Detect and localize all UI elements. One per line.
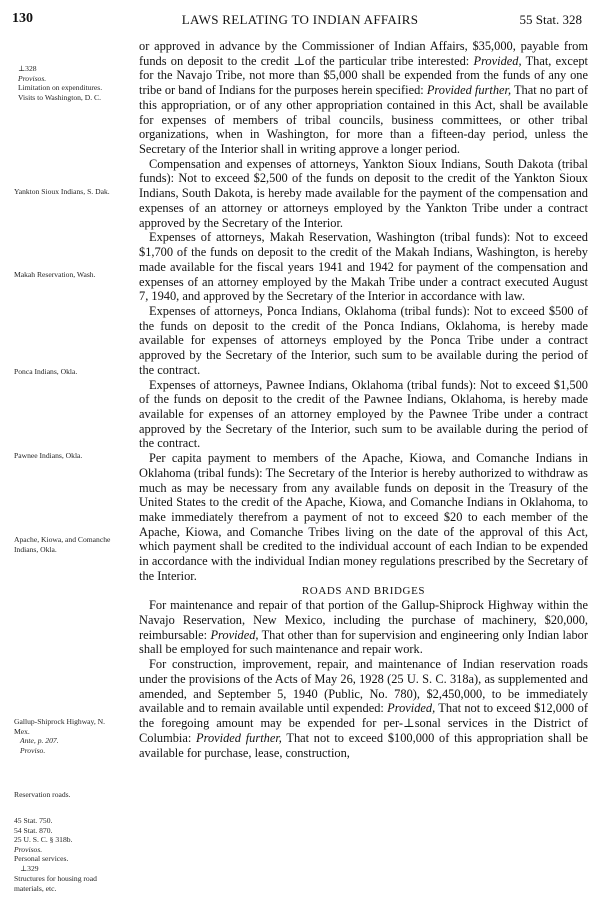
paragraph-makah: Expenses of attorneys, Makah Reservation, Washington (tribal funds): Not to exceed $1,700 of the funds on deposit to the credit of the Makah Indians, Washington, is hereby made available for the fiscal years 1941 and 1942 for payment of the compensation and expenses of an attorney employed by the Makah Tribe under a contract executed August 7, 1940, and approved by the Secretary of the Interior in accordance with law.	[139, 230, 588, 304]
margin-note-ponca: Ponca Indians, Okla.	[14, 367, 78, 376]
margin-note-gallup	[14, 717, 116, 755]
provisos-label-2: Provisos.	[14, 844, 43, 854]
page-break-mark: ⊥328	[18, 64, 37, 73]
margin-note-reservation-roads: Reservation roads.	[14, 790, 71, 799]
paragraph-ponca: Expenses of attorneys, Ponca Indians, Oklahoma (tribal funds): Not to exceed $500 of the funds on deposit to the credit of the Ponca Indians, Oklahoma, is hereby made available for expenses of attorneys employed by the Ponca Tribe under a contract approved by the Secretary of the Interior, such sum to be available during the period of the contract.	[139, 303, 588, 377]
paragraph-apache: Per capita payment to members of the Apache, Kiowa, and Comanche Indians in Oklahoma (tribal funds): The Secretary of the Interior is hereby authorized to withdraw as much as may be necessary from any available funds on deposit in the Treasury of the United States to the credit of the Apache, Kiowa, and Comanche Indians in Oklahoma, to make immediately therefrom a payment of not to exceed $20 to each member of the Apache, Kiowa, and Comanche Tribes living on the date of the approval of this Act, which payment shall be credited to the individual account of each Indian to be expended in accordance with the individual Indian money regulations prescribed by the Secretary of the Interior.	[139, 451, 588, 583]
paragraph-reservation-roads: For construction, improvement, repair, and maintenance of Indian reservation roads under the provisions of the Acts of May 26, 1928 (25 U. S. C. 318a), as supplemented and amended, and September 5, 1940 (Public, No. 780), $2,450,000, to be immediately available and to remain available until expended: Provided, That not to exceed $12,000 of the foregoing amount may be expended for per-⊥sonal services in the District of Columbia: Provided further, That not to exceed $100,000 of this appropriation shall be available for purchase, lease, construction,	[139, 657, 588, 760]
personal-services-note: Personal services.	[14, 854, 69, 864]
paragraph-yankton: Compensation and expenses of attorneys, Yankton Sioux Indians, South Dakota (tribal funds): Not to exceed $2,500 of the funds on deposit to the credit of the Yankton Sioux Indians, South Dakota, is hereby made available for the payment of the compensation and expenses of an attorney or attorneys employed by the Yankton Tribe under a contract approved by the Secretary of the Interior.	[139, 156, 588, 230]
margin-note-apache: Apache, Kiowa, and Comanche Indians, Okla.	[14, 535, 111, 554]
body-text	[139, 39, 588, 760]
provisos-label: Provisos.	[18, 73, 47, 83]
margin-note-yankton: Yankton Sioux Indians, S. Dak.	[14, 187, 110, 196]
page-break-mark-2: ⊥329	[20, 863, 39, 873]
margin-note-citations	[14, 816, 116, 874]
statute-reference: 55 Stat. 328	[519, 12, 582, 27]
running-title: LAWS RELATING TO INDIAN AFFAIRS	[181, 12, 419, 27]
margin-note-makah: Makah Reservation, Wash.	[14, 270, 96, 279]
page-number: 130	[12, 11, 33, 26]
citation-54-stat: 54 Stat. 870.	[14, 825, 53, 835]
citation-45-stat: 45 Stat. 750.	[14, 816, 53, 825]
gallup-note: Gallup-Shiprock Highway, N. Mex.	[14, 717, 106, 736]
margin-note-limitation	[14, 64, 116, 102]
paragraph-gallup: For maintenance and repair of that portion of the Gallup-Shiprock Highway within the Navajo Reservation, New Mexico, including the purchase of machinery, $20,000, reimbursable: Provided, That other than for supervision and engineering only Indian labor shall be employed for such maintenance and repair work.	[139, 598, 588, 657]
paragraph-pawnee: Expenses of attorneys, Pawnee Indians, Oklahoma (tribal funds): Not to exceed $1,500 of the funds on deposit to the credit of the Pawnee Indians, Oklahoma, is hereby made available for expenses of an attorney employed by the Pawnee Tribe under a contract approved by the Secretary of the Interior, such sum to be available during the period of the contract.	[139, 377, 588, 451]
proviso-label: Proviso.	[20, 745, 46, 755]
margin-note-structures: Structures for housing road materials, etc.	[14, 874, 97, 893]
citation-usc: 25 U. S. C. § 318b.	[14, 835, 73, 845]
limitation-note: Limitation on expenditures.	[18, 83, 103, 93]
visits-note: Visits to Washington, D. C.	[18, 92, 101, 102]
margin-note-pawnee: Pawnee Indians, Okla.	[14, 451, 83, 460]
paragraph-limitation: or approved in advance by the Commissioner of Indian Affairs, $35,000, payable from funds on deposit to the credit ⊥of the particular tribe interested: Provided, That, except for the Navajo Tribe, not more than $5,000 shall be expended from the funds of any one tribe or band of Indians for the purposes herein specified: Provided further, That no part of this appropriation, or of any other appropriation contained in this Act, shall be available for expenses of members of tribal councils, business committees, or other tribal organizations, when in Washington, for more than a fifteen-day period, unless the Secretary of the Interior shall in writing approve a longer period.	[139, 39, 589, 157]
ante-ref: Ante, p. 207.	[20, 736, 59, 746]
section-heading: ROADS AND BRIDGES	[301, 584, 426, 597]
